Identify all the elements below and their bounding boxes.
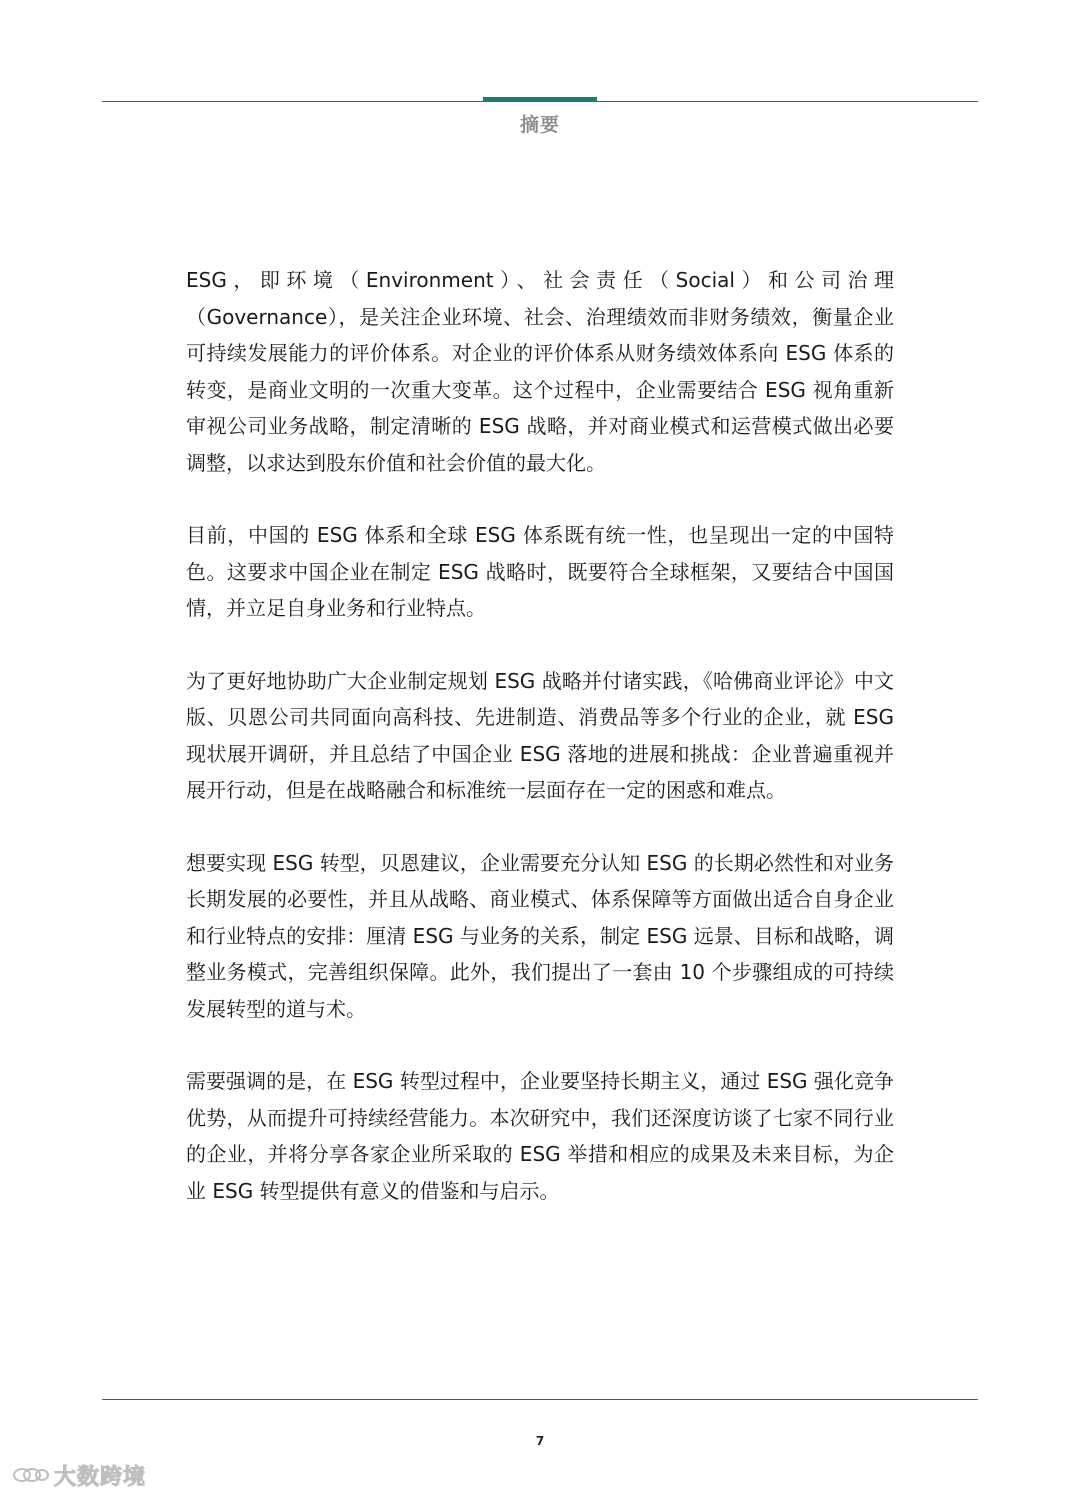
watermark (12, 1460, 146, 1490)
paragraph-5: 需要强调的是，在 ESG 转型过程中，企业要坚持长期主义，通过 ESG 强化竞争优势，从而提升可持续经营能力。本次研究中，我们还深度访谈了七家不同行业的企业，并将分享各家企业所采取的 ESG 举措和相应的成果及未来目标，为企业 ESG 转型提供有意义的借鉴和与启示。 (186, 1069, 894, 1203)
paragraph-2: 目前，中国的 ESG 体系和全球 ESG 体系既有统一性，也呈现出一定的中国特色。这要求中国企业在制定 ESG 战略时，既要符合全球框架，又要结合中国国情，并立足自身业务和行业特点。 (186, 523, 894, 620)
footer-divider (102, 1399, 978, 1400)
page-number: 7 (535, 1434, 545, 1448)
chain-logo-icon (12, 1462, 50, 1488)
paragraph-1: ESG，即环境（Environment）、社会责任（Social）和公司治理（Governance），是关注企业环境、社会、治理绩效而非财务绩效，衡量企业可持续发展能力的评价体系。对企业的评价体系从财务绩效体系向 ESG 体系的转变，是商业文明的一次重大变革。这个过程中，企业需要结合 ESG 视角重新审视公司业务战略，制定清晰的 ESG 战略，并对商业模式和运营模式做出必要调整，以求达到股东价值和社会价值的最大化。 (186, 268, 894, 475)
paragraph-4: 想要实现 ESG 转型，贝恩建议，企业需要充分认知 ESG 的长期必然性和对业务长期发展的必要性，并且从战略、商业模式、体系保障等方面做出适合自身企业和行业特点的安排：厘清 ESG 与业务的关系，制定 ESG 远景、目标和战略，调整业务模式，完善组织保障。此外，我们提出了一套由 10 个步骤组成的可持续发展转型的道与术。 (186, 850, 894, 1021)
body-content (186, 262, 894, 1245)
header-accent-bar (483, 97, 597, 102)
page-title: 摘要 (519, 114, 560, 136)
watermark-text: 大数跨境 (54, 1464, 147, 1490)
paragraph-3: 为了更好地协助广大企业制定规划 ESG 战略并付诸实践，《哈佛商业评论》中文版、贝恩公司共同面向高科技、先进制造、消费品等多个行业的企业，就 ESG 现状展开调研，并且总结了中国企业 ESG 落地的进展和挑战：企业普遍重视并展开行动，但是在战略融合和标准统一层面存在一定的困惑和难点。 (186, 668, 894, 802)
